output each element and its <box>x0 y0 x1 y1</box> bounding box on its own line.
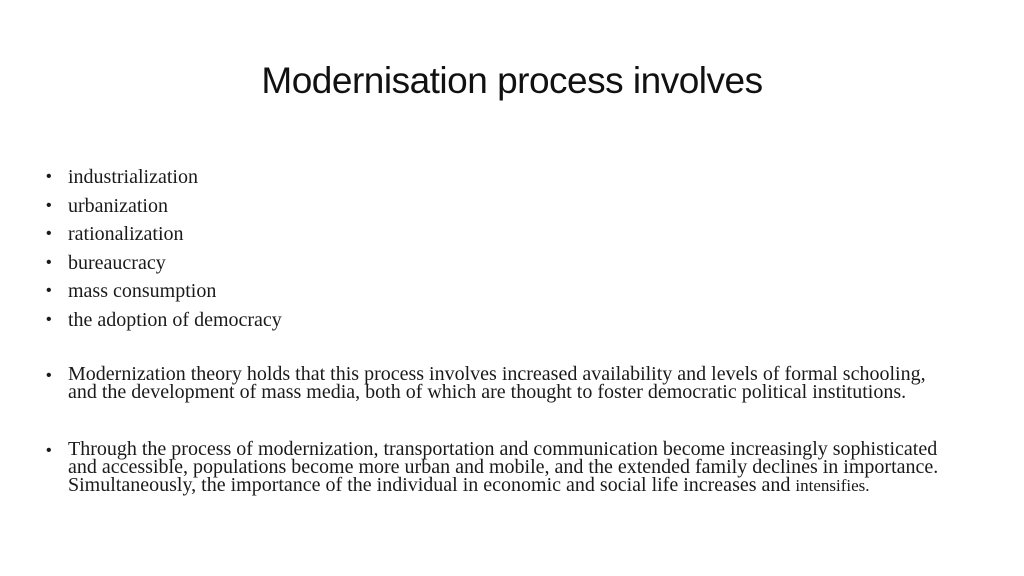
list-item-text: bureaucracy <box>68 251 166 274</box>
list-item-text: rationalization <box>68 223 184 246</box>
list-item <box>46 306 946 335</box>
paragraph-text: Modernization theory holds that this process involves increased availability and levels of formal schooling, and the development of mass media, both of which are thought to foster democratic political institutions. <box>68 362 926 403</box>
list-item <box>46 249 946 278</box>
list-item <box>46 220 946 249</box>
list-item-text: the adoption of democracy <box>68 308 282 331</box>
paragraph-item <box>46 362 946 403</box>
bullet-icon: • <box>46 225 52 243</box>
list-item <box>46 192 946 221</box>
list-item-text: urbanization <box>68 194 168 217</box>
paragraph-bullet-list <box>46 362 946 496</box>
list-item-text: mass consumption <box>68 280 217 303</box>
paragraph-tail-text: intensifies. <box>795 475 870 495</box>
bullet-icon: • <box>46 366 52 384</box>
list-item <box>46 163 946 192</box>
short-bullet-list <box>46 163 946 335</box>
bullet-icon: • <box>46 196 52 214</box>
slide-title: Modernisation process involves <box>261 60 763 101</box>
paragraph-item <box>46 437 946 496</box>
slide-body <box>46 163 946 534</box>
bullet-icon: • <box>46 168 52 185</box>
bullet-icon: • <box>46 310 52 328</box>
bullet-icon: • <box>46 282 52 300</box>
bullet-icon: • <box>46 253 52 271</box>
bullet-icon: • <box>46 441 52 459</box>
list-item-text: industrialization <box>68 166 198 188</box>
list-item <box>46 277 946 306</box>
paragraph-text: Through the process of modernization, transportation and communication become increasingly sophisticated and accessible, populations become more urban and mobile, and the extended family declines in importance. Simultaneously, the importance of the individual in economic and social life increases and <box>68 437 939 496</box>
